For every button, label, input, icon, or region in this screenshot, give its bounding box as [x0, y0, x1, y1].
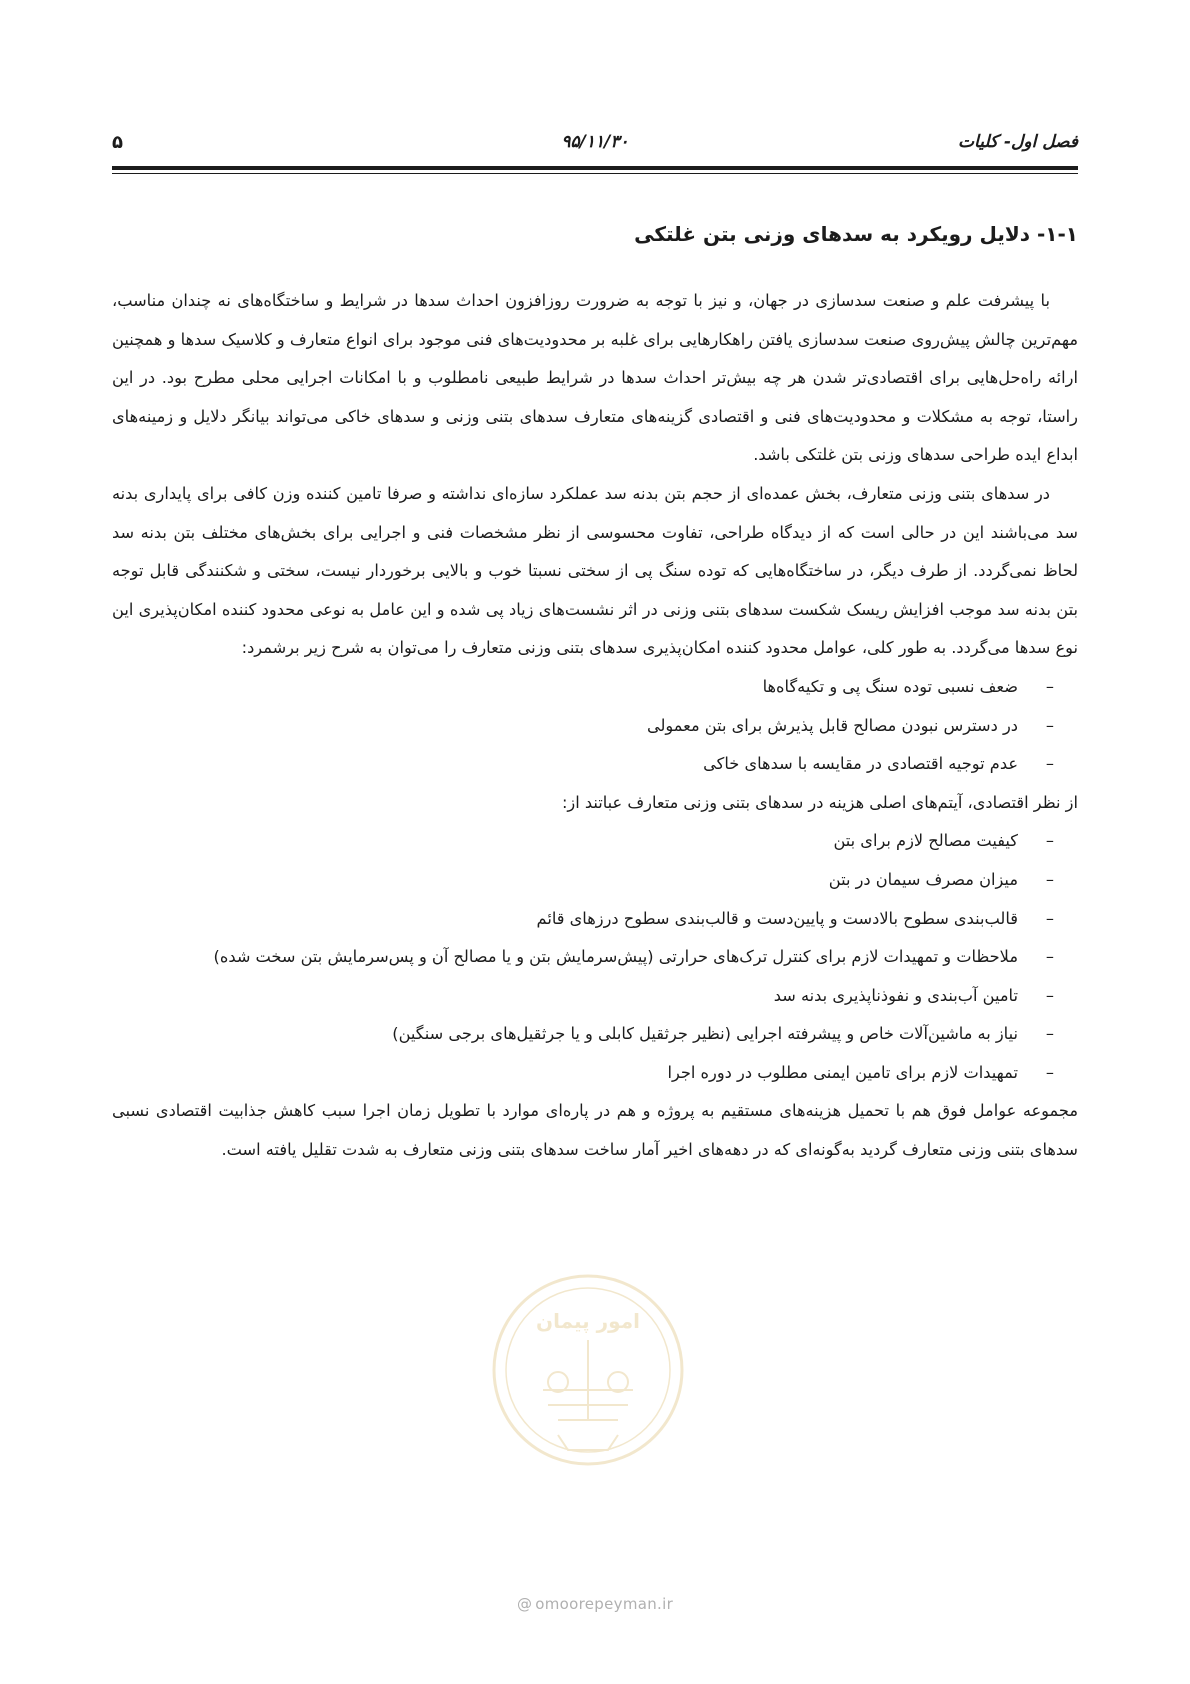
paragraph: با پیشرفت علم و صنعت سدسازی در جهان، و نیز با توجه به ضرورت روزافزون احداث سدها در شرایط و ساختگاه‌های نه چندان مناسب، مهم‌ترین چالش پیش‌روی صنعت سدسازی یافتن راهکارهایی برای غلبه بر محدودیت‌های فنی موجود برای انواع متعارف و کلاسیک سدها و همچنین ارائه راه‌حل‌هایی برای اقتصادی‌تر شدن هر چه بیش‌تر احداث سدها در شرایط طبیعی نامطلوب و با امکانات اجرایی محلی مطرح بود. در این راستا، توجه به مشکلات و محدودیت‌های فنی و اقتصادی گزینه‌های متعارف سدهای بتنی وزنی و سدهای خاکی می‌تواند بیانگر دلایل و زمینه‌های ابداع ایده طراحی سدهای وزنی بتن غلتکی باشد.: [112, 291, 1078, 465]
page-number: ۵: [112, 132, 123, 153]
seal-base: [558, 1435, 618, 1450]
header-rule-thick: [112, 166, 1078, 170]
list-item: [112, 745, 1078, 784]
dash-bullet: –: [1045, 676, 1054, 696]
paragraph: از نظر اقتصادی، آیتم‌های اصلی هزینه در سدهای بتنی وزنی متعارف عباتند از:: [561, 792, 1078, 812]
list-item: [112, 668, 1078, 707]
list-item-text: عدم توجیه اقتصادی در مقایسه با سدهای خاکی: [703, 754, 1018, 774]
dash-bullet: –: [1045, 1062, 1054, 1082]
dash-bullet: –: [1045, 1024, 1054, 1044]
globe-icon: @: [516, 1595, 533, 1613]
dash-bullet: –: [1045, 869, 1054, 889]
dash-bullet: –: [1045, 947, 1054, 967]
page-header: [112, 132, 1078, 158]
chapter-title: فصل اول- کلیات: [958, 132, 1078, 152]
watermark-url: omoorepeyman.ir: [535, 1595, 674, 1613]
list-item-text: تمهیدات لازم برای تامین ایمنی مطلوب در دوره اجرا: [667, 1062, 1018, 1082]
header-date: ۹۵/۱۱/۳۰: [561, 132, 629, 152]
list-item: [112, 900, 1078, 939]
header-rule-thin: [112, 173, 1078, 174]
dash-bullet: –: [1045, 715, 1054, 735]
section-heading: ۱-۱- دلایل رویکرد به سدهای وزنی بتن غلتکی: [634, 222, 1078, 246]
list-item: [112, 822, 1078, 861]
list-item: [112, 1054, 1078, 1093]
watermark-seal: [488, 1270, 688, 1470]
bullet-list-limitations: [112, 668, 1078, 784]
bullet-list-cost-items: [112, 822, 1078, 1092]
list-item: [112, 977, 1078, 1016]
dash-bullet: –: [1045, 831, 1054, 851]
list-item: [112, 938, 1078, 977]
seal-text: امور پیمان: [536, 1309, 640, 1333]
body-text: [112, 282, 1078, 1170]
watermark-site: [0, 1595, 1190, 1613]
list-item-text: نیاز به ماشین‌آلات خاص و پیشرفته اجرایی (نظیر جرثقیل کابلی و یا جرثقیل‌های برجی سنگین): [392, 1024, 1018, 1044]
list-item-text: قالب‌بندی سطوح بالادست و پایین‌دست و قالب‌بندی سطوح درزهای قائم: [536, 908, 1018, 928]
paragraph: مجموعه عوامل فوق هم با تحمیل هزینه‌های مستقیم به پروژه و هم در پاره‌ای موارد با تطویل زمان اجرا سبب کاهش جذابیت اقتصادی نسبی سدهای بتنی وزنی متعارف گردید به‌گونه‌ای که در دهه‌های اخیر آمار ساخت سدهای بتنی وزنی متعارف به شدت تقلیل یافته است.: [112, 1101, 1078, 1160]
list-item-text: ضعف نسبی توده سنگ پی و تکیه‌گاه‌ها: [762, 676, 1018, 696]
list-item: [112, 1015, 1078, 1054]
list-item: [112, 861, 1078, 900]
list-item-text: میزان مصرف سیمان در بتن: [828, 869, 1018, 889]
dash-bullet: –: [1045, 754, 1054, 774]
paragraph: در سدهای بتنی وزنی متعارف، بخش عمده‌ای از حجم بتن بدنه سد عملکرد سازه‌ای نداشته و صرفا تامین کننده وزن کافی برای پایداری بدنه سد می‌باشند این در حالی است که از دیدگاه طراحی، تفاوت محسوسی از نظر مشخصات فنی و اجرایی برای بخش‌های مختلف بتن بدنه سد لحاظ نمی‌گردد. از طرف دیگر، در ساختگاه‌هایی که توده سنگ پی از سختی نسبتا خوب و بالایی برخوردار نیست، سختی و شکنندگی قابل توجه بتن بدنه سد موجب افزایش ریسک شکست سدهای بتنی وزنی در اثر نشست‌های زیاد پی شده و این عامل به نوعی محدود کننده امکان‌پذیری این نوع سدها می‌گردد. به طور کلی، عوامل محدود کننده امکان‌پذیری سدهای بتنی وزنی متعارف را می‌توان به شرح زیر برشمرد:: [112, 483, 1078, 658]
list-item-text: کیفیت مصالح لازم برای بتن: [833, 831, 1018, 851]
dash-bullet: –: [1045, 985, 1054, 1005]
list-item-text: تامین آب‌بندی و نفوذناپذیری بدنه سد: [773, 985, 1018, 1005]
list-item: [112, 707, 1078, 746]
list-item-text: در دسترس نبودن مصالح قابل پذیرش برای بتن معمولی: [647, 715, 1018, 735]
list-item-text: ملاحظات و تمهیدات لازم برای کنترل ترک‌های حرارتی (پیش‌سرمایش بتن و یا مصالح آن و پس‌سرمایش بتن سخت شده): [213, 947, 1018, 967]
dash-bullet: –: [1045, 908, 1054, 928]
